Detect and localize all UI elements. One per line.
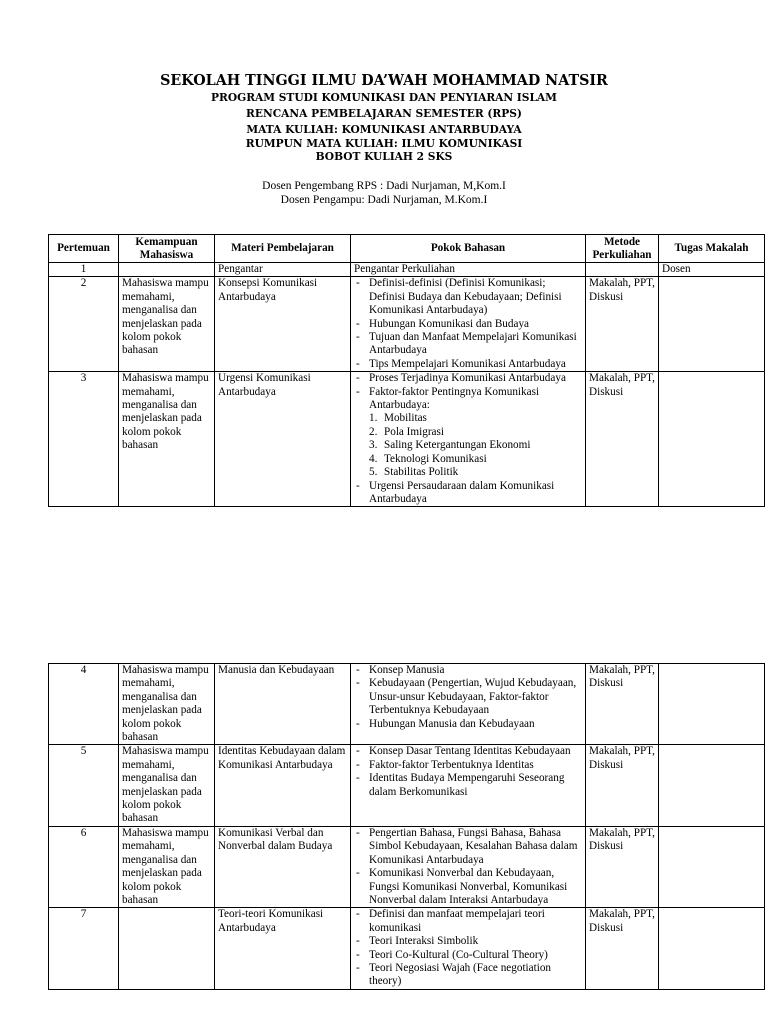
tugas-cell <box>659 664 765 745</box>
plan-title: RENCANA PEMBELAJARAN SEMESTER (RPS) <box>246 105 522 120</box>
list-item: 4. Teknologi Komunikasi <box>369 452 487 465</box>
institution-title: SEKOLAH TINGGI ILMU DA’WAH MOHAMMAD NATSIR <box>160 71 608 89</box>
method-cell: Makalah, PPT, Diskusi <box>586 277 659 372</box>
header-pertemuan: Pertemuan <box>49 235 119 263</box>
tugas-cell: Dosen <box>659 263 765 277</box>
list-item-text: Faktor-faktor Pentingnya Komunikasi Antarbudaya: <box>369 385 540 412</box>
tugas-cell <box>659 277 765 372</box>
header-materi: Materi Pembelajaran <box>215 235 351 263</box>
credits-title: BOBOT KULIAH 2 SKS <box>315 149 453 164</box>
factor-list <box>369 412 582 479</box>
row-number: 4 <box>49 664 119 745</box>
row-number: 1 <box>49 263 119 277</box>
pokok-cell <box>351 372 586 507</box>
list-item: - Kebudayaan (Pengertian, Wujud Kebudayaan, Unsur-unsur Kebudayaan, Faktor-faktor Terbentuknya Kebudayaan <box>354 677 582 717</box>
list-item: - Urgensi Persaudaraan dalam Komunikasi Antarbudaya <box>354 480 582 507</box>
header-pokok: Pokok Bahasan <box>351 235 586 263</box>
row-number: 5 <box>49 745 119 826</box>
row-number: 6 <box>49 826 119 907</box>
pokok-cell <box>351 745 586 826</box>
materi-cell: Komunikasi Verbal dan Nonverbal dalam Budaya <box>215 826 351 907</box>
tugas-cell <box>659 745 765 826</box>
cluster-title: RUMPUN MATA KULIAH: ILMU KOMUNIKASI <box>245 136 523 151</box>
list-item: 2. Pola Imigrasi <box>369 425 444 438</box>
list-item: - Proses Terjadinya Komunikasi Antarbudaya <box>354 372 582 385</box>
header-kemampuan: Kemampuan Mahasiswa <box>119 235 215 263</box>
list-item: - Konsep Dasar Tentang Identitas Kebudayaan <box>354 745 582 758</box>
developer-lecturer: Dosen Pengembang RPS : Dadi Nurjaman, M,Kom.I <box>262 180 506 192</box>
rps-table-page-2 <box>48 663 765 990</box>
table-row <box>49 664 765 745</box>
ability-cell: Mahasiswa mampu memahami, menganalisa dan menjelaskan pada kolom pokok bahasan <box>119 372 215 507</box>
row-number: 3 <box>49 372 119 507</box>
row-number: 2 <box>49 277 119 372</box>
list-item: - Teori Interaksi Simbolik <box>354 935 582 948</box>
ability-cell: Mahasiswa mampu memahami, menganalisa dan menjelaskan pada kolom pokok bahasan <box>119 826 215 907</box>
lecturer-info <box>0 180 768 207</box>
list-item: - Konsep Manusia <box>354 664 582 677</box>
tugas-cell <box>659 372 765 507</box>
list-item: - Hubungan Manusia dan Kebudayaan <box>354 718 582 731</box>
tugas-cell <box>659 908 765 989</box>
row-number: 7 <box>49 908 119 989</box>
list-item: - Teori Co-Kultural (Co-Cultural Theory) <box>354 949 582 962</box>
materi-cell: Manusia dan Kebudayaan <box>215 664 351 745</box>
list-item: - Definisi dan manfaat mempelajari teori komunikasi <box>354 908 582 935</box>
header-tugas: Tugas Makalah <box>659 235 765 263</box>
method-cell: Makalah, PPT, Diskusi <box>586 826 659 907</box>
rps-table-page-1 <box>48 234 765 507</box>
list-item <box>354 386 582 480</box>
ability-cell <box>119 908 215 989</box>
list-item: - Teori Negosiasi Wajah (Face negotiation theory) <box>354 962 582 989</box>
teaching-lecturer: Dosen Pengampu: Dadi Nurjaman, M.Kom.I <box>280 193 488 206</box>
table-row <box>49 908 765 989</box>
course-title: MATA KULIAH: KOMUNIKASI ANTARBUDAYA <box>246 121 522 136</box>
list-item: - Tips Mempelajari Komunikasi Antarbudaya <box>354 358 582 371</box>
table-row <box>49 372 765 507</box>
pokok-cell <box>351 826 586 907</box>
list-item: 3. Saling Ketergantungan Ekonomi <box>369 439 531 452</box>
list-item: - Hubungan Komunikasi dan Budaya <box>354 318 582 331</box>
method-cell: Makalah, PPT, Diskusi <box>586 908 659 989</box>
materi-cell: Teori-teori Komunikasi Antarbudaya <box>215 908 351 989</box>
table-row <box>49 745 765 826</box>
tugas-cell <box>659 826 765 907</box>
ability-cell: Mahasiswa mampu memahami, menganalisa dan menjelaskan pada kolom pokok bahasan <box>119 277 215 372</box>
table-row <box>49 826 765 907</box>
method-cell <box>586 263 659 277</box>
materi-cell: Konsepsi Komunikasi Antarbudaya <box>215 277 351 372</box>
table-row <box>49 263 765 277</box>
ability-cell: Mahasiswa mampu memahami, menganalisa dan menjelaskan pada kolom pokok bahasan <box>119 664 215 745</box>
list-item: - Komunikasi Nonverbal dan Kebudayaan, Fungsi Komunikasi Nonverbal, Komunikasi Nonverbal dalam Interaksi Antarbudaya <box>354 867 582 907</box>
table-row <box>49 277 765 372</box>
list-item: 5. Stabilitas Politik <box>369 466 459 479</box>
document-header <box>0 70 768 163</box>
header-metode: Metode Perkuliahan <box>586 235 659 263</box>
table-header-row <box>49 235 765 263</box>
list-item: - Definisi-definisi (Definisi Komunikasi; Definisi Budaya dan Kebudayaan; Definisi Komunikasi Antarbudaya) <box>354 277 582 317</box>
pokok-cell: Pengantar Perkuliahan <box>351 263 586 277</box>
pokok-cell <box>351 277 586 372</box>
list-item: - Faktor-faktor Terbentuknya Identitas <box>354 759 582 772</box>
list-item: - Identitas Budaya Mempengaruhi Seseorang dalam Berkomunikasi <box>354 772 582 799</box>
materi-cell: Identitas Kebudayaan dalam Komunikasi Antarbudaya <box>215 745 351 826</box>
list-item: - Pengertian Bahasa, Fungsi Bahasa, Bahasa Simbol Kebudayaan, Kesalahan Bahasa dalam Komunikasi Antarbudaya <box>354 827 582 867</box>
program-title: PROGRAM STUDI KOMUNIKASI DAN PENYIARAN ISLAM <box>211 90 557 104</box>
method-cell: Makalah, PPT, Diskusi <box>586 664 659 745</box>
materi-cell: Urgensi Komunikasi Antarbudaya <box>215 372 351 507</box>
list-item: - Tujuan dan Manfaat Mempelajari Komunikasi Antarbudaya <box>354 331 582 358</box>
pokok-cell <box>351 908 586 989</box>
method-cell: Makalah, PPT, Diskusi <box>586 745 659 826</box>
method-cell: Makalah, PPT, Diskusi <box>586 372 659 507</box>
materi-cell: Pengantar <box>215 263 351 277</box>
list-item: 1. Mobilitas <box>369 412 427 425</box>
pokok-cell <box>351 664 586 745</box>
ability-cell <box>119 263 215 277</box>
ability-cell: Mahasiswa mampu memahami, menganalisa dan menjelaskan pada kolom pokok bahasan <box>119 745 215 826</box>
